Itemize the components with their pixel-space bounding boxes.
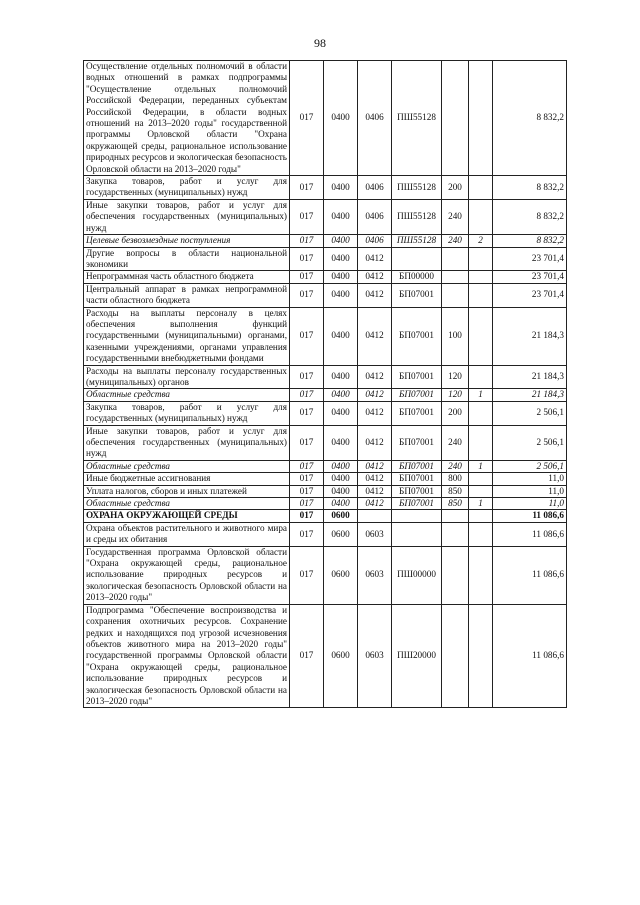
cell-subsection: 0406 [358, 235, 392, 247]
cell-amount: 11 086,6 [493, 604, 567, 708]
cell-section: 0400 [324, 498, 358, 510]
cell-ministry: 017 [290, 307, 324, 365]
table-row [84, 271, 567, 283]
cell-ministry: 017 [290, 510, 324, 522]
cell-ministry: 017 [290, 425, 324, 460]
table-row [84, 389, 567, 401]
cell-subsection: 0412 [358, 498, 392, 510]
cell-target-article [392, 247, 442, 271]
cell-section: 0400 [324, 307, 358, 365]
table-row [84, 604, 567, 708]
cell-subsection: 0412 [358, 473, 392, 485]
cell-subsection: 0412 [358, 271, 392, 283]
cell-amount: 8 832,2 [493, 199, 567, 234]
row-name: Расходы на выплаты персоналу государственных (муниципальных) органов [84, 365, 290, 389]
cell-expense-type: 120 [442, 365, 469, 389]
cell-ministry: 017 [290, 401, 324, 425]
cell-amount: 11,0 [493, 473, 567, 485]
cell-ministry: 017 [290, 522, 324, 546]
cell-source: 1 [469, 389, 493, 401]
cell-expense-type: 240 [442, 235, 469, 247]
cell-target-article: БП00000 [392, 271, 442, 283]
cell-source [469, 61, 493, 176]
cell-ministry: 017 [290, 485, 324, 497]
cell-section: 0400 [324, 283, 358, 307]
cell-target-article: БП07001 [392, 473, 442, 485]
table-row [84, 401, 567, 425]
cell-target-article: БП07001 [392, 283, 442, 307]
budget-table [83, 60, 567, 708]
cell-amount: 21 184,3 [493, 307, 567, 365]
row-name: Закупка товаров, работ и услуг для государственных (муниципальных) нужд [84, 176, 290, 200]
cell-amount: 2 506,1 [493, 425, 567, 460]
cell-target-article [392, 510, 442, 522]
table-row [84, 485, 567, 497]
cell-section: 0600 [324, 522, 358, 546]
cell-subsection: 0603 [358, 604, 392, 708]
cell-section: 0400 [324, 247, 358, 271]
cell-expense-type [442, 522, 469, 546]
cell-amount: 11,0 [493, 485, 567, 497]
cell-ministry: 017 [290, 247, 324, 271]
cell-target-article: БП07001 [392, 425, 442, 460]
cell-source: 1 [469, 460, 493, 472]
cell-subsection: 0406 [358, 176, 392, 200]
cell-expense-type: 240 [442, 199, 469, 234]
cell-ministry: 017 [290, 389, 324, 401]
cell-amount: 11 086,6 [493, 546, 567, 604]
cell-amount: 23 701,4 [493, 283, 567, 307]
page-number: 98 [314, 36, 326, 50]
table-row [84, 176, 567, 200]
row-name: Расходы на выплаты персоналу в целях обеспечения выполнения функций государственными (муниципальными) органами, казенными учреждениями, органами управления государственными внебюджетными фондами [84, 307, 290, 365]
cell-subsection: 0603 [358, 522, 392, 546]
table-row [84, 460, 567, 472]
cell-source [469, 604, 493, 708]
cell-source [469, 283, 493, 307]
cell-section: 0400 [324, 473, 358, 485]
cell-ministry: 017 [290, 498, 324, 510]
cell-expense-type [442, 61, 469, 176]
table-row [84, 473, 567, 485]
cell-target-article: ПШ55128 [392, 235, 442, 247]
cell-target-article: БП07001 [392, 485, 442, 497]
cell-ministry: 017 [290, 61, 324, 176]
cell-expense-type: 240 [442, 425, 469, 460]
cell-section: 0400 [324, 199, 358, 234]
cell-source [469, 365, 493, 389]
cell-target-article: ПШ20000 [392, 604, 442, 708]
cell-subsection: 0603 [358, 546, 392, 604]
row-name: Целевые безвозмездные поступления [84, 235, 290, 247]
cell-ministry: 017 [290, 235, 324, 247]
table-row [84, 283, 567, 307]
cell-source [469, 199, 493, 234]
cell-target-article: БП07001 [392, 307, 442, 365]
cell-section: 0400 [324, 389, 358, 401]
cell-amount: 11 086,6 [493, 522, 567, 546]
cell-source [469, 473, 493, 485]
cell-ministry: 017 [290, 283, 324, 307]
row-name: Государственная программа Орловской области "Охрана окружающей среды, рациональное использование природных ресурсов и экологическая безопасность Орловской области на 2013–2020 годы" [84, 546, 290, 604]
cell-target-article: ПШ55128 [392, 61, 442, 176]
cell-expense-type [442, 271, 469, 283]
cell-section: 0400 [324, 460, 358, 472]
cell-target-article: БП07001 [392, 498, 442, 510]
cell-amount: 8 832,2 [493, 176, 567, 200]
cell-section: 0400 [324, 485, 358, 497]
cell-source: 2 [469, 235, 493, 247]
row-name: Другие вопросы в области национальной экономики [84, 247, 290, 271]
row-name: Областные средства [84, 498, 290, 510]
cell-source [469, 247, 493, 271]
row-name: Областные средства [84, 460, 290, 472]
row-name: Охрана объектов растительного и животного мира и среды их обитания [84, 522, 290, 546]
cell-target-article [392, 522, 442, 546]
table-row [84, 546, 567, 604]
cell-ministry: 017 [290, 546, 324, 604]
cell-subsection: 0406 [358, 199, 392, 234]
cell-amount: 23 701,4 [493, 271, 567, 283]
cell-subsection: 0412 [358, 389, 392, 401]
table-row [84, 247, 567, 271]
cell-source [469, 546, 493, 604]
cell-ministry: 017 [290, 365, 324, 389]
table-row [84, 498, 567, 510]
cell-amount: 21 184,3 [493, 389, 567, 401]
cell-target-article: БП07001 [392, 460, 442, 472]
row-name: Непрограммная часть областного бюджета [84, 271, 290, 283]
cell-source: 1 [469, 498, 493, 510]
cell-expense-type [442, 604, 469, 708]
cell-amount: 2 506,1 [493, 401, 567, 425]
cell-amount: 11,0 [493, 498, 567, 510]
cell-ministry: 017 [290, 176, 324, 200]
cell-subsection: 0406 [358, 61, 392, 176]
row-name: Иные закупки товаров, работ и услуг для обеспечения государственных (муниципальных) нужд [84, 425, 290, 460]
cell-subsection: 0412 [358, 425, 392, 460]
cell-subsection: 0412 [358, 460, 392, 472]
cell-source [469, 425, 493, 460]
cell-amount: 8 832,2 [493, 61, 567, 176]
table-row [84, 61, 567, 176]
cell-section: 0400 [324, 271, 358, 283]
cell-expense-type: 850 [442, 498, 469, 510]
cell-amount: 23 701,4 [493, 247, 567, 271]
cell-expense-type: 850 [442, 485, 469, 497]
cell-ministry: 017 [290, 271, 324, 283]
row-name: Уплата налогов, сборов и иных платежей [84, 485, 290, 497]
cell-ministry: 017 [290, 473, 324, 485]
row-name: Закупка товаров, работ и услуг для государственных (муниципальных) нужд [84, 401, 290, 425]
row-name: Областные средства [84, 389, 290, 401]
cell-section: 0400 [324, 425, 358, 460]
row-name: Осуществление отдельных полномочий в области водных отношений в рамках подпрограммы "Осуществление отдельных полномочий Российской Федерации, переданных субъектам Российской Федерации, в области водных отношений на 2013–2020 годы" государственной программы Орловской области "Охрана окружающей среды, рациональное использование природных ресурсов и экологическая безопасность Орловской области на 2013–2020 годы" [84, 61, 290, 176]
row-name: ОХРАНА ОКРУЖАЮЩЕЙ СРЕДЫ [84, 510, 290, 522]
cell-ministry: 017 [290, 460, 324, 472]
cell-ministry: 017 [290, 604, 324, 708]
cell-section: 0400 [324, 176, 358, 200]
cell-target-article: БП07001 [392, 401, 442, 425]
cell-source [469, 307, 493, 365]
cell-target-article: БП07001 [392, 365, 442, 389]
table-row [84, 522, 567, 546]
cell-expense-type: 200 [442, 401, 469, 425]
cell-expense-type [442, 247, 469, 271]
cell-subsection: 0412 [358, 307, 392, 365]
cell-source [469, 510, 493, 522]
cell-expense-type [442, 546, 469, 604]
cell-source [469, 271, 493, 283]
cell-target-article: ПШ55128 [392, 199, 442, 234]
table-row [84, 307, 567, 365]
cell-source [469, 485, 493, 497]
cell-source [469, 401, 493, 425]
row-name: Иные бюджетные ассигнования [84, 473, 290, 485]
row-name: Иные закупки товаров, работ и услуг для обеспечения государственных (муниципальных) нужд [84, 199, 290, 234]
cell-amount: 8 832,2 [493, 235, 567, 247]
cell-section: 0600 [324, 604, 358, 708]
cell-expense-type: 240 [442, 460, 469, 472]
table-row [84, 199, 567, 234]
cell-source [469, 522, 493, 546]
cell-source [469, 176, 493, 200]
cell-section: 0600 [324, 546, 358, 604]
cell-subsection: 0412 [358, 365, 392, 389]
cell-subsection: 0412 [358, 485, 392, 497]
table-row [84, 425, 567, 460]
cell-target-article: ПШ55128 [392, 176, 442, 200]
cell-section: 0400 [324, 235, 358, 247]
cell-amount: 21 184,3 [493, 365, 567, 389]
cell-expense-type: 800 [442, 473, 469, 485]
cell-ministry: 017 [290, 199, 324, 234]
cell-subsection [358, 510, 392, 522]
table-row [84, 365, 567, 389]
cell-section: 0600 [324, 510, 358, 522]
cell-target-article: БП07001 [392, 389, 442, 401]
cell-expense-type [442, 283, 469, 307]
cell-amount: 2 506,1 [493, 460, 567, 472]
cell-subsection: 0412 [358, 283, 392, 307]
cell-section: 0400 [324, 365, 358, 389]
cell-section: 0400 [324, 401, 358, 425]
table-row [84, 235, 567, 247]
row-name: Центральный аппарат в рамках непрограммной части областного бюджета [84, 283, 290, 307]
cell-expense-type: 120 [442, 389, 469, 401]
cell-subsection: 0412 [358, 247, 392, 271]
cell-section: 0400 [324, 61, 358, 176]
row-name: Подпрограмма "Обеспечение воспроизводства и сохранения охотничьих ресурсов. Сохранение редких и находящихся под угрозой исчезновения объектов животного мира на 2013–2020 годы" государственной программы Орловской области "Охрана окружающей среды, рациональное использование природных ресурсов и экологическая безопасность Орловской области на 2013–2020 годы" [84, 604, 290, 708]
cell-expense-type: 200 [442, 176, 469, 200]
cell-target-article: ПШ00000 [392, 546, 442, 604]
cell-subsection: 0412 [358, 401, 392, 425]
cell-amount: 11 086,6 [493, 510, 567, 522]
cell-expense-type: 100 [442, 307, 469, 365]
cell-expense-type [442, 510, 469, 522]
table-row [84, 510, 567, 522]
